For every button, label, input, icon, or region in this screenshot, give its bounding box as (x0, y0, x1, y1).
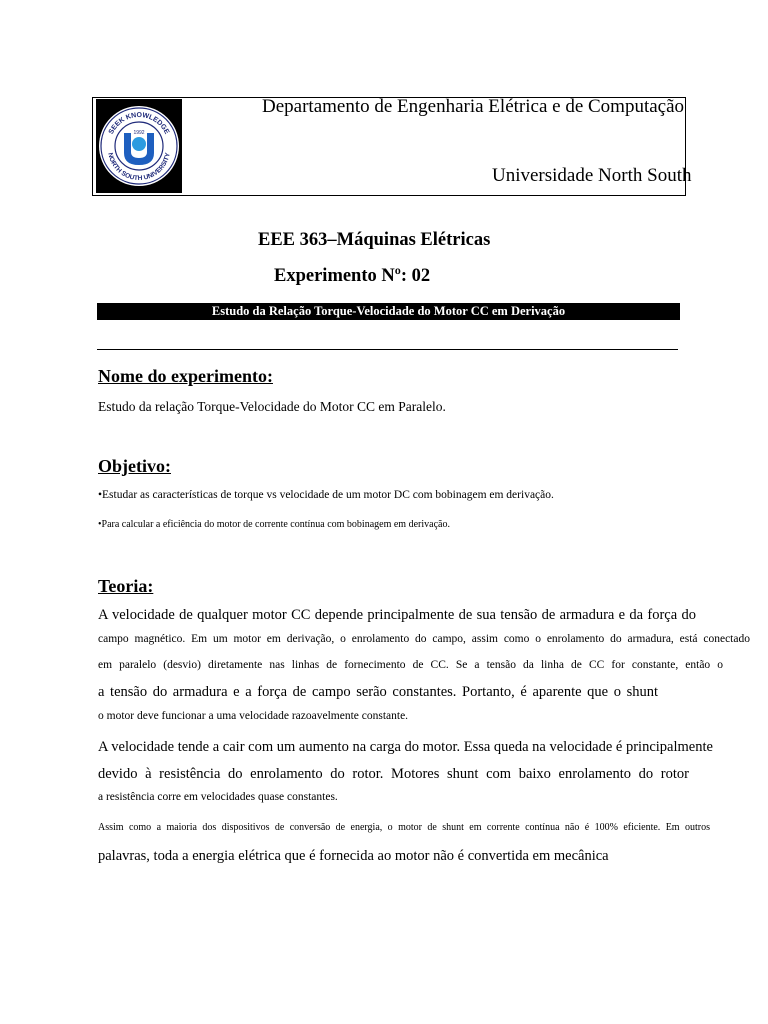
experiment-number: Experimento Nº: 02 (274, 266, 431, 286)
theory-heading: Teoria: (98, 576, 154, 596)
objective-item: •Para calcular a eficiência do motor de corrente contínua com bobinagem em derivação. (98, 519, 450, 530)
theory-line: em paralelo (desvio) diretamente nas linhas de fornecimento de CC. Se a tensão da linha de CC for constante, então o (98, 659, 723, 671)
logo-year: 1992 (133, 130, 145, 136)
theory-line: Assim como a maioria dos dispositivos de conversão de energia, o motor de shunt em corrente contínua não é 100% eficiente. Em outros (98, 822, 710, 833)
theory-line: campo magnético. Em um motor em derivação, o enrolamento do campo, assim como o enrolamento do armadura, está conectado (98, 633, 750, 645)
university-name: Universidade North South (492, 165, 692, 186)
theory-line: A velocidade tende a cair com um aumento na carga do motor. Essa queda na velocidade é principalmente (98, 739, 713, 755)
experiment-name-heading: Nome do experimento: (98, 366, 273, 386)
objective-item: •Estudar as características de torque vs velocidade de um motor DC com bobinagem em derivação. (98, 489, 554, 501)
university-logo (96, 99, 182, 193)
objective-heading: Objetivo: (98, 456, 171, 476)
theory-line: o motor deve funcionar a uma velocidade razoavelmente constante. (98, 710, 409, 722)
experiment-name-text: Estudo da relação Torque-Velocidade do Motor CC em Paralelo. (98, 399, 446, 414)
logo-motto-text: SEEK KNOWLEDGE (107, 111, 171, 136)
logo-name-text: NORTH SOUTH UNIVERSITY (106, 152, 172, 183)
theory-line: devido à resistência do enrolamento do rotor. Motores shunt com baixo enrolamento do rotor (98, 766, 689, 782)
experiment-banner: Estudo da Relação Torque-Velocidade do Motor CC em Derivação (97, 303, 680, 320)
theory-line: a tensão do armadura e a força de campo serão constantes. Portanto, é aparente que o shunt (98, 684, 658, 700)
course-title: EEE 363–Máquinas Elétricas (258, 230, 491, 250)
theory-line: palavras, toda a energia elétrica que é fornecida ao motor não é convertida em mecânica (98, 848, 609, 864)
divider (97, 349, 678, 350)
department-title: Departamento de Engenharia Elétrica e de Computação (262, 96, 685, 117)
theory-line: A velocidade de qualquer motor CC depende principalmente de sua tensão de armadura e da força do (98, 607, 696, 623)
theory-line: a resistência corre em velocidades quase constantes. (98, 791, 338, 803)
